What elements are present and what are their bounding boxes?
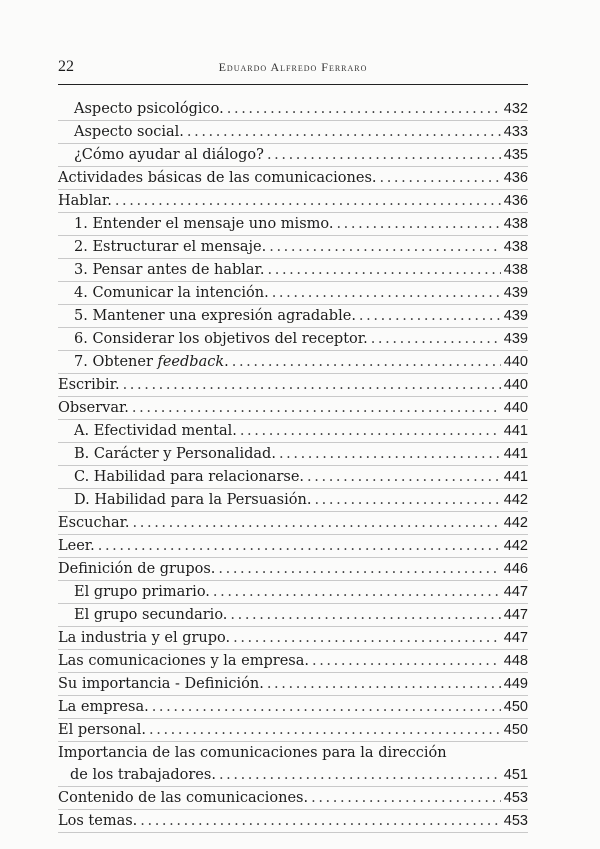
toc-entry-title (74, 98, 224, 120)
dot-leader (269, 236, 501, 258)
toc-entry-title (74, 420, 237, 442)
dot-leader (307, 466, 501, 488)
toc-entry-title-text: C. Habilidad para relacionarse. (74, 469, 305, 485)
toc-entry-title-suffix: . (224, 354, 229, 370)
dot-leader (272, 282, 501, 304)
toc-entry-title (58, 696, 149, 718)
toc-entry-title-line1: Importancia de las comunicaciones para la dirección (58, 745, 447, 761)
toc-entry-page: 446 (503, 561, 528, 577)
dot-leader (230, 604, 500, 626)
dot-leader (268, 259, 501, 281)
toc-entry-page: 440 (503, 400, 528, 416)
toc-entry (58, 420, 528, 443)
toc-entry-title (74, 259, 265, 281)
toc-entry-title-text: de los trabajadores. (70, 767, 216, 783)
toc-entry-title (74, 282, 269, 304)
toc-entry-title (58, 512, 130, 534)
dot-leader (149, 719, 501, 741)
toc-entry (58, 512, 528, 535)
toc-entry (58, 558, 528, 581)
toc-entry-page: 439 (503, 331, 528, 347)
dot-leader (123, 374, 501, 396)
toc-entry-title-text: El grupo secundario. (74, 607, 228, 623)
toc-entry-page: 439 (503, 285, 528, 301)
toc-entry-title-text: Hablar. (58, 193, 112, 209)
toc-entry (58, 787, 528, 810)
dot-leader (98, 535, 501, 557)
toc-entry-title (70, 764, 216, 786)
toc-entry (58, 581, 528, 604)
dot-leader (311, 787, 501, 809)
toc-entry (58, 535, 528, 558)
header-rule (58, 84, 528, 85)
toc-entry-title (58, 673, 264, 695)
dot-leader (187, 121, 501, 143)
toc-entry-title (74, 144, 264, 166)
dot-leader (371, 328, 501, 350)
toc-entry (58, 604, 528, 627)
dot-leader (359, 305, 501, 327)
toc-entry (58, 810, 528, 833)
toc-entry-title-text: Observar. (58, 400, 129, 416)
toc-entry-title (74, 489, 311, 511)
toc-entry (58, 190, 528, 213)
toc-entry-title-text: A. Efectividad mental. (74, 423, 237, 439)
toc-entry (58, 696, 528, 719)
toc-entry (58, 466, 528, 489)
toc-entry-title-text: ¿Cómo ayudar al diálogo? (74, 147, 264, 163)
toc-entry (58, 213, 528, 236)
toc-entry-title-text: Su importancia - Definición. (58, 676, 264, 692)
toc-entry-title (74, 213, 333, 235)
dot-leader (132, 397, 501, 419)
toc-entry (58, 282, 528, 305)
toc-entry (58, 351, 528, 374)
toc-entry-title (58, 167, 377, 189)
toc-entry (58, 742, 528, 787)
toc-entry (58, 489, 528, 512)
dot-leader (336, 213, 500, 235)
toc-entry-page: 439 (503, 308, 528, 324)
dot-leader (140, 810, 501, 832)
toc-entry-page: 440 (503, 354, 528, 370)
toc-entry-title-text: Los temas. (58, 813, 138, 829)
toc-entry (58, 374, 528, 397)
toc-entry-title (74, 466, 304, 488)
toc-entry-title (58, 535, 95, 557)
toc-entry (58, 236, 528, 259)
toc-entry-page: 441 (503, 469, 528, 485)
running-head: Eduardo Alfredo Ferraro (218, 60, 368, 74)
page-header (58, 58, 528, 80)
toc-entry-title (58, 810, 137, 832)
dot-leader (152, 696, 501, 718)
toc-entry-title-text: 6. Considerar los objetivos del receptor. (74, 331, 368, 347)
toc-entry (58, 673, 528, 696)
toc-entry (58, 121, 528, 144)
toc-entry (58, 167, 528, 190)
toc-entry-page: 436 (503, 193, 528, 209)
toc-entry-page: 447 (503, 584, 528, 600)
toc-entry-title-text: Escribir. (58, 377, 120, 393)
toc-entry-title-text: Aspecto social. (74, 124, 184, 140)
toc-entry-title-text: Aspecto psicológico. (74, 101, 224, 117)
toc-entry-title-text: 4. Comunicar la intención. (74, 285, 269, 301)
toc-entry (58, 305, 528, 328)
toc-entry-title-text: 7. Obtener (74, 354, 158, 370)
toc-entry-title (74, 604, 227, 626)
toc-entry-page: 436 (503, 170, 528, 186)
dot-leader (267, 144, 501, 166)
toc-entry-title (74, 351, 229, 373)
toc-entry (58, 627, 528, 650)
toc-entry-title-text: Las comunicaciones y la empresa. (58, 653, 309, 669)
toc-entry-title-text: La industria y el grupo. (58, 630, 231, 646)
toc-entry-page: 442 (503, 492, 528, 508)
toc-entry-title-text: El grupo primario. (74, 584, 210, 600)
dot-leader (232, 351, 501, 373)
toc-entry-page: 450 (503, 722, 528, 738)
toc-entry-title-text: B. Carácter y Personalidad. (74, 446, 276, 462)
toc-entry (58, 650, 528, 673)
dot-leader (213, 581, 501, 603)
toc-entry-page: 441 (503, 423, 528, 439)
toc-entry-page: 447 (503, 630, 528, 646)
toc-entry-title-text: 1. Entender el mensaje uno mismo. (74, 216, 334, 232)
toc-entry-page: 448 (503, 653, 528, 669)
dot-leader (227, 98, 501, 120)
toc-entry-page: 435 (503, 147, 528, 163)
toc-entry-title-text: Escuchar. (58, 515, 130, 531)
toc-entry-page: 438 (503, 239, 528, 255)
toc-entry-title-text: D. Habilidad para la Persuasión. (74, 492, 312, 508)
toc-entry (58, 98, 528, 121)
toc-entry (58, 328, 528, 351)
dot-leader (115, 190, 501, 212)
toc-entry-page: 442 (503, 515, 528, 531)
toc-entry-title-text: 3. Pensar antes de hablar. (74, 262, 265, 278)
toc-entry-title (74, 236, 266, 258)
dot-leader (240, 420, 501, 442)
dot-leader (279, 443, 501, 465)
toc-entry-page: 432 (503, 101, 528, 117)
toc-entry-title (74, 305, 356, 327)
toc-entry-title (58, 397, 129, 419)
toc-entry-title (58, 650, 309, 672)
page-number: 22 (58, 58, 74, 75)
toc-entry-title (58, 558, 215, 580)
toc-entry-title (58, 190, 112, 212)
toc-entry-title-text: Leer. (58, 538, 95, 554)
toc-entry-title-italic: feedback (157, 354, 225, 370)
table-of-contents (58, 98, 528, 833)
toc-entry-page: 451 (503, 767, 528, 783)
dot-leader (267, 673, 501, 695)
toc-entry (58, 259, 528, 282)
toc-entry-title-text: 5. Mantener una expresión agradable. (74, 308, 356, 324)
toc-entry-title (74, 581, 210, 603)
toc-entry (58, 144, 528, 167)
toc-entry-title (58, 719, 146, 741)
toc-entry-page: 450 (503, 699, 528, 715)
toc-entry-title (58, 787, 308, 809)
toc-entry-page: 442 (503, 538, 528, 554)
toc-entry-page: 433 (503, 124, 528, 140)
toc-entry-title-text: El personal. (58, 722, 147, 738)
dot-leader (314, 489, 500, 511)
toc-entry-title-text: 2. Estructurar el mensaje. (74, 239, 267, 255)
toc-entry-page: 453 (503, 813, 528, 829)
toc-entry-page: 453 (503, 790, 528, 806)
toc-entry-title (74, 121, 184, 143)
toc-entry-title-text: Actividades básicas de las comunicaciones. (58, 170, 377, 186)
toc-entry-page: 449 (503, 676, 528, 692)
dot-leader (380, 167, 501, 189)
toc-entry-title-text: Contenido de las comunicaciones. (58, 790, 309, 806)
toc-entry (58, 443, 528, 466)
toc-entry-title-text: La empresa. (58, 699, 149, 715)
toc-entry-page: 441 (503, 446, 528, 462)
dot-leader (219, 764, 501, 786)
toc-entry (58, 719, 528, 742)
dot-leader (312, 650, 501, 672)
toc-entry-page: 440 (503, 377, 528, 393)
dot-leader (133, 512, 501, 534)
toc-entry-title (58, 627, 230, 649)
toc-entry-title-text: Definición de grupos. (58, 561, 216, 577)
toc-entry-page: 438 (503, 216, 528, 232)
dot-leader (233, 627, 501, 649)
dot-leader (218, 558, 500, 580)
toc-entry-page: 447 (503, 607, 528, 623)
toc-entry-title (74, 328, 368, 350)
toc-entry-page: 438 (503, 262, 528, 278)
toc-entry-title (74, 443, 276, 465)
toc-entry-title (58, 374, 120, 396)
toc-entry (58, 397, 528, 420)
